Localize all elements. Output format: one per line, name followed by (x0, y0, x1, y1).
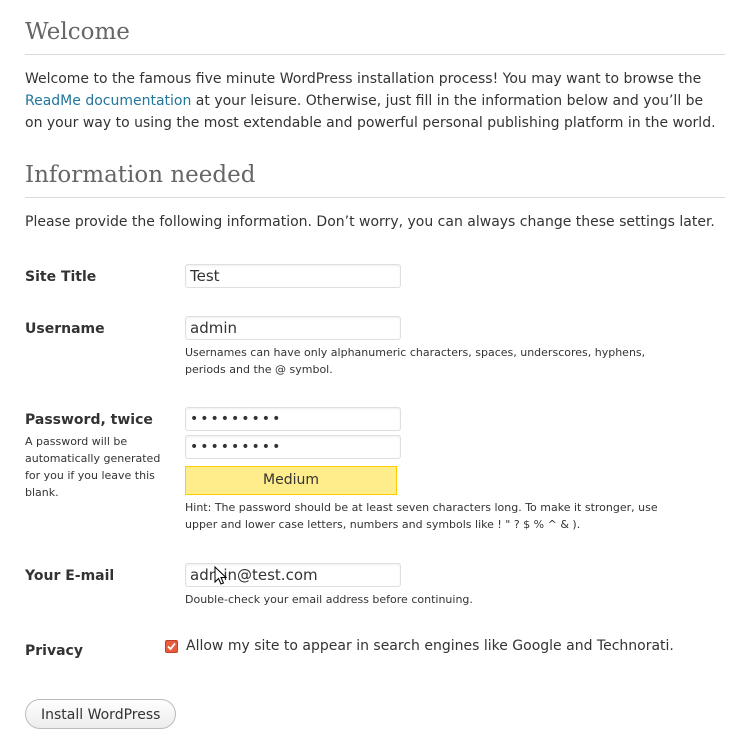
mouse-cursor-icon (214, 566, 228, 586)
welcome-intro-text-1: Welcome to the famous five minute WordPress installation process! You may want to browse the (25, 71, 702, 87)
checkmark-icon (167, 642, 176, 651)
welcome-intro (25, 68, 725, 134)
password-label: Password, twice (25, 412, 153, 428)
info-section (25, 162, 725, 233)
username-input[interactable] (185, 316, 401, 340)
welcome-intro-text-2: at your leisure. Otherwise, just fill in the information below and you’ll be on your way to using the most extendable and powerful personal publishing platform in the world. (25, 93, 716, 131)
privacy-option[interactable] (165, 638, 674, 654)
site-title-label: Site Title (25, 269, 97, 285)
password-strength-indicator: Medium (185, 466, 397, 495)
info-heading: Information needed (25, 162, 725, 198)
site-title-input[interactable] (185, 264, 401, 288)
email-help: Double-check your email address before continuing. (185, 593, 473, 606)
password-input-1[interactable] (185, 407, 401, 431)
welcome-section (25, 0, 725, 134)
privacy-checkbox[interactable] (165, 640, 178, 653)
username-help: Usernames can have only alphanumeric characters, spaces, underscores, hyphens, periods and the @ symbol. (185, 346, 646, 376)
privacy-label: Privacy (25, 643, 83, 659)
password-hint: Hint: The password should be at least seven characters long. To make it stronger, use upper and lower case letters, numbers and symbols like ! " ? $ % ^ & ). (185, 501, 658, 531)
privacy-checkbox-label: Allow my site to appear in search engines like Google and Technorati. (186, 638, 674, 654)
email-label: Your E-mail (25, 568, 115, 584)
password-input-2[interactable] (185, 435, 401, 459)
welcome-heading: Welcome (25, 0, 725, 55)
install-wordpress-button[interactable]: Install WordPress (25, 699, 176, 729)
info-intro: Please provide the following information. Don’t worry, you can always change these settings later. (25, 214, 715, 230)
readme-link[interactable]: ReadMe documentation (25, 93, 192, 109)
username-label: Username (25, 321, 105, 337)
password-help: A password will be automatically generated for you if you leave this blank. (25, 435, 161, 499)
